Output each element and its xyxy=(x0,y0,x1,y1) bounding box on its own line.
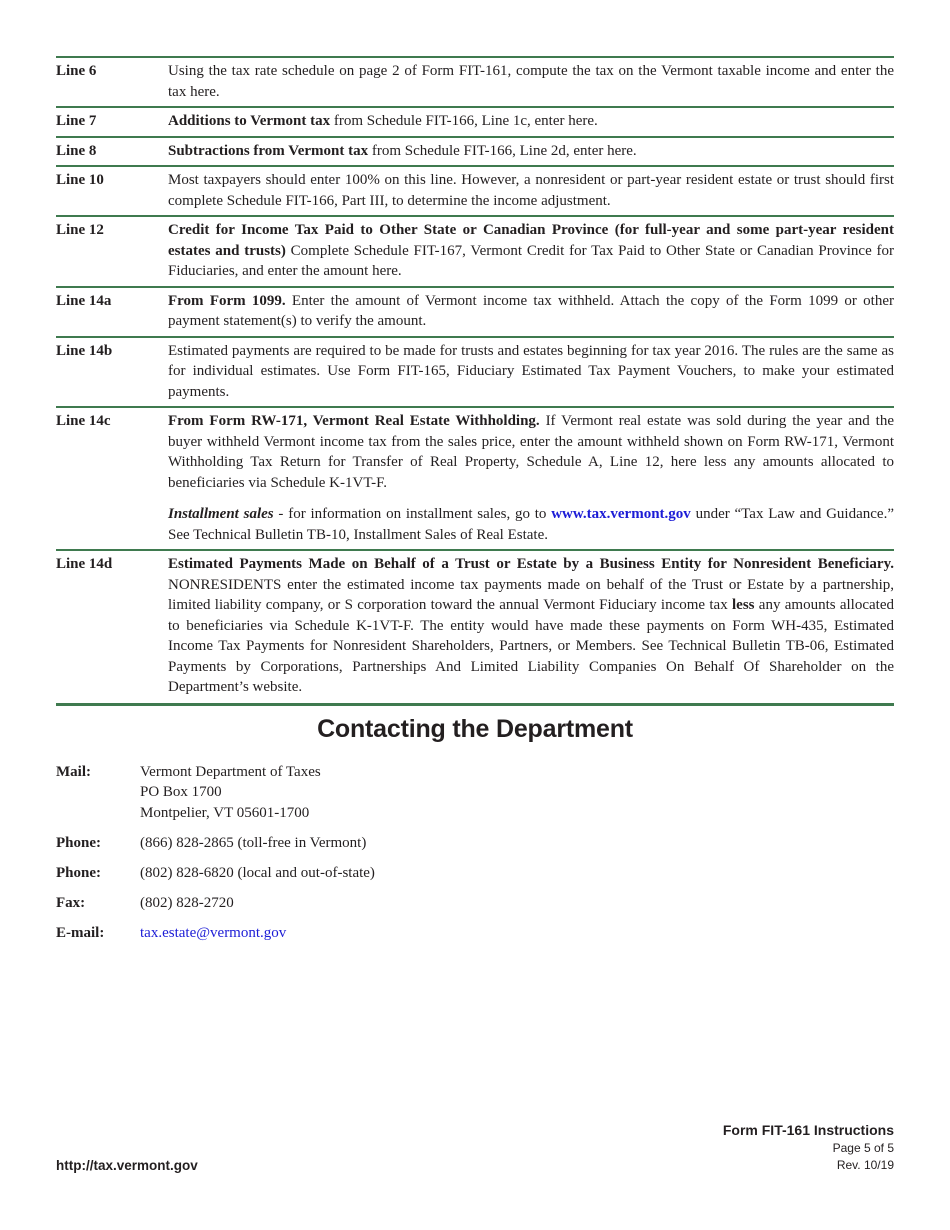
contact-label: Fax: xyxy=(56,894,86,911)
contact-phone-tollfree xyxy=(56,833,894,854)
line-label: Line 14c xyxy=(56,413,111,429)
instructions-page xyxy=(56,56,894,953)
line-text: Subtractions from Vermont tax from Schedule FIT-166, Line 2d, enter here. xyxy=(168,142,637,159)
phone-value: (866) 828-2865 (toll-free in Vermont) xyxy=(140,834,367,851)
contact-heading: Contacting the Department xyxy=(317,714,633,743)
line-text: Using the tax rate schedule on page 2 of Form FIT-161, compute the tax on the Vermont taxable income and enter the tax here. xyxy=(168,63,894,100)
footer-page-number: Page 5 of 5 xyxy=(832,1141,894,1155)
line-label: Line 14b xyxy=(56,342,113,359)
contact-phone-local xyxy=(56,863,894,884)
line-text: Credit for Income Tax Paid to Other State or Canadian Province (for full-year and some part-year resident estates and trusts) Complete Schedule FIT-167, Vermont Credit for Tax Paid to Other State or Canadian Province for Fiduciaries, and enter the amount here. xyxy=(168,222,895,279)
fax-value: (802) 828-2720 xyxy=(140,894,234,911)
line-label: Line 8 xyxy=(56,142,97,159)
line-10-row xyxy=(56,165,894,215)
contact-email xyxy=(56,923,894,944)
line-label: Line 14a xyxy=(56,292,112,309)
contact-fax xyxy=(56,893,894,914)
line-12-row xyxy=(56,215,894,286)
line-6-row xyxy=(56,56,894,106)
section-divider xyxy=(56,703,894,706)
footer-form-info xyxy=(723,1121,894,1174)
contact-mail xyxy=(56,762,894,824)
line-14c-row xyxy=(56,406,894,549)
line-label: Line 7 xyxy=(56,113,97,129)
line-7-row xyxy=(56,106,894,136)
line-14a-row xyxy=(56,286,894,336)
line-label: Line 14d xyxy=(56,556,113,572)
line-8-row xyxy=(56,136,894,166)
line-text: Additions to Vermont tax from Schedule FIT-166, Line 1c, enter here. xyxy=(168,113,598,129)
installment-sales-paragraph: Installment sales - for information on installment sales, go to www.tax.vermont.gov under “Tax Law and Guidance.” See Technical Bulletin TB-10, Installment Sales of Real Estate. xyxy=(168,506,894,543)
line-label: Line 12 xyxy=(56,222,104,238)
contact-label: Mail: xyxy=(56,763,91,780)
line-text: Estimated Payments Made on Behalf of a Trust or Estate by a Business Entity for Nonresident Beneficiary. NONRESIDENTS enter the estimated income tax payments made on behalf of the Trust or Estate by a partnership, limited liability company, or S corporation toward the annual Vermont Fiduciary income tax less any amounts allocated to beneficiaries via Schedule K-1VT-F. The entity would have made these payments on Form WH-435, Estimated Income Tax Payments for Nonresident Shareholders, Partners, or Members. See Technical Bulletin TB-06, Estimated Payments by Corporations, Partnerships And Limited Liability Companies On Behalf Of Shareholder on the Department’s website. xyxy=(168,556,894,695)
email-link[interactable]: tax.estate@vermont.gov xyxy=(140,924,287,941)
footer-revision: Rev. 10/19 xyxy=(836,1158,894,1172)
line-text: Estimated payments are required to be made for trusts and estates beginning for tax year 2016. The rules are the same as for individual estimates. Use Form FIT-165, Fiduciary Estimated Tax Payment Vouchers, to make your estimated payments. xyxy=(168,342,894,400)
line-text xyxy=(168,411,894,545)
line-14c-paragraph: From Form RW-171, Vermont Real Estate Withholding. If Vermont real estate was sold during the year and the buyer withheld Vermont income tax from the sales price, enter the amount withheld shown on Form RW-171, Vermont Withholding Tax Return for Transfer of Real Property, Schedule A, Line 12, here less any amounts allocated to beneficiaries via Schedule K-1VT-F. xyxy=(168,413,894,491)
tax-vermont-link[interactable]: www.tax.vermont.gov xyxy=(551,506,691,522)
line-label: Line 6 xyxy=(56,63,97,79)
mail-address: Vermont Department of Taxes PO Box 1700 Montpelier, VT 05601-1700 xyxy=(140,763,321,821)
line-14d-row xyxy=(56,549,894,702)
footer-url[interactable]: http://tax.vermont.gov xyxy=(56,1158,198,1173)
contact-label: E-mail: xyxy=(56,924,105,941)
contact-label: Phone: xyxy=(56,864,101,881)
line-14b-row xyxy=(56,336,894,407)
footer-form-title: Form FIT-161 Instructions xyxy=(722,1122,894,1138)
line-text: Most taxpayers should enter 100% on this line. However, a nonresident or part-year resident estate or trust should first complete Schedule FIT-166, Part III, to determine the income adjustment. xyxy=(168,172,894,209)
line-text: From Form 1099. Enter the amount of Vermont income tax withheld. Attach the copy of the Form 1099 or other payment statement(s) to verify the amount. xyxy=(168,292,894,329)
contact-label: Phone: xyxy=(56,834,101,851)
phone-value: (802) 828-6820 (local and out-of-state) xyxy=(140,864,375,881)
line-label: Line 10 xyxy=(56,172,104,188)
